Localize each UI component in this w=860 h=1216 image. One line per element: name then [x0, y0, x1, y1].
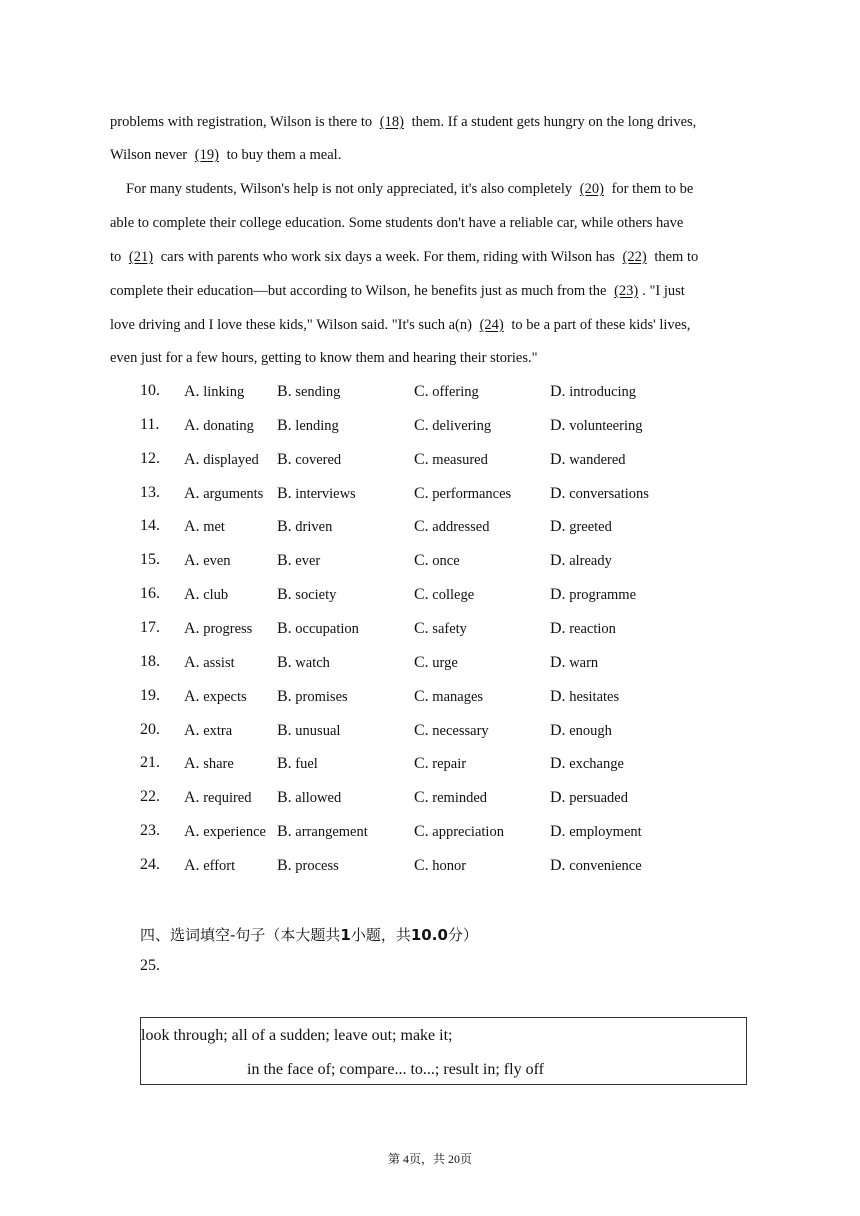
option-c: [414, 722, 489, 740]
option-text: persuaded: [569, 790, 628, 807]
option-letter: A.: [184, 653, 200, 671]
option-letter: A.: [184, 856, 200, 874]
option-letter: A.: [184, 789, 200, 807]
option-b: [277, 485, 356, 503]
option-d: [550, 722, 612, 740]
option-letter: D.: [550, 552, 566, 570]
option-letter: D.: [550, 856, 566, 874]
option-letter: C.: [414, 789, 429, 807]
option-c: [414, 620, 467, 638]
option-b: [277, 518, 332, 536]
option-letter: D.: [550, 518, 566, 536]
option-text: conversations: [569, 485, 649, 502]
option-letter: C.: [414, 619, 429, 637]
passage-line: For many students, Wilson's help is not only appreciated, it's also completely (20) for them to be: [126, 181, 694, 197]
option-text: required: [203, 790, 252, 807]
option-text: employment: [569, 824, 642, 841]
option-text: measured: [432, 451, 488, 468]
option-letter: C.: [414, 552, 429, 570]
option-text: greeted: [569, 519, 612, 536]
option-text: share: [203, 756, 234, 773]
question-row: [140, 654, 760, 676]
passage-line: able to complete their college education. Some students don't have a reliable car, while others have: [110, 215, 684, 231]
option-text: exchange: [569, 756, 624, 773]
option-letter: B.: [277, 552, 292, 570]
option-a: [184, 552, 231, 570]
option-letter: C.: [414, 653, 429, 671]
option-b: [277, 417, 339, 435]
option-c: [414, 755, 466, 773]
option-c: [414, 518, 489, 536]
option-letter: D.: [550, 450, 566, 468]
option-letter: B.: [277, 416, 292, 434]
option-letter: D.: [550, 755, 566, 773]
option-d: [550, 620, 616, 638]
option-text: manages: [432, 688, 484, 705]
option-letter: A.: [184, 721, 200, 739]
option-text: met: [203, 519, 225, 536]
option-c: [414, 688, 483, 706]
option-d: [550, 417, 642, 435]
option-letter: A.: [184, 518, 200, 536]
option-a: [184, 654, 235, 672]
option-c: [414, 654, 458, 672]
option-letter: C.: [414, 484, 429, 502]
option-c: [414, 451, 488, 469]
blank-18: (18): [379, 114, 404, 130]
option-letter: C.: [414, 687, 429, 705]
option-d: [550, 755, 624, 773]
option-d: [550, 586, 636, 604]
option-b: [277, 789, 341, 807]
option-letter: D.: [550, 789, 566, 807]
option-a: [184, 722, 232, 740]
option-text: necessary: [432, 722, 489, 739]
option-c: [414, 417, 491, 435]
option-a: [184, 485, 263, 503]
option-letter: B.: [277, 721, 292, 739]
option-a: [184, 620, 252, 638]
question-number: 24.: [140, 855, 160, 873]
option-d: [550, 857, 642, 875]
option-text: linking: [203, 384, 245, 400]
option-letter: B.: [277, 450, 292, 468]
option-letter: D.: [550, 721, 566, 739]
question-row: [140, 823, 760, 845]
option-d: [550, 688, 619, 706]
option-letter: A.: [184, 484, 200, 502]
option-text: volunteering: [569, 417, 643, 434]
option-letter: A.: [184, 619, 200, 637]
option-letter: C.: [414, 450, 429, 468]
question-number: 23.: [140, 822, 160, 840]
option-a: [184, 451, 259, 469]
word-box: [140, 1017, 747, 1085]
blank-20: (20): [579, 181, 604, 197]
option-a: [184, 383, 244, 401]
option-b: [277, 451, 341, 469]
blank-23: (23): [614, 283, 639, 299]
option-text: assist: [203, 654, 235, 671]
option-letter: A.: [184, 586, 200, 604]
question-row: [140, 789, 760, 811]
option-text: progress: [203, 620, 253, 637]
option-letter: D.: [550, 416, 566, 434]
option-letter: B.: [277, 755, 292, 773]
question-row: [140, 417, 760, 439]
option-text: process: [295, 857, 339, 874]
option-b: [277, 857, 339, 875]
option-letter: B.: [277, 484, 292, 502]
option-letter: B.: [277, 823, 292, 841]
blank-19: (19): [194, 147, 219, 163]
option-text: offering: [432, 384, 479, 400]
option-a: [184, 417, 254, 435]
option-text: covered: [295, 451, 342, 468]
option-d: [550, 789, 628, 807]
question-row: [140, 688, 760, 710]
option-text: already: [569, 553, 612, 570]
question-row: [140, 755, 760, 777]
question-number: 22.: [140, 788, 160, 806]
option-a: [184, 518, 225, 536]
option-text: convenience: [569, 857, 642, 874]
question-row: [140, 518, 760, 540]
option-letter: C.: [414, 755, 429, 773]
option-b: [277, 552, 320, 570]
question-row: [140, 485, 760, 507]
question-row: [140, 620, 760, 642]
option-letter: B.: [277, 687, 292, 705]
question-number: 18.: [140, 652, 160, 670]
question-row: [140, 451, 760, 473]
option-d: [550, 383, 636, 401]
option-letter: D.: [550, 687, 566, 705]
option-text: lending: [295, 417, 339, 434]
question-number: 16.: [140, 585, 160, 603]
passage-line: even just for a few hours, getting to know them and hearing their stories.": [110, 350, 538, 366]
option-text: displayed: [203, 451, 259, 468]
option-letter: C.: [414, 383, 429, 400]
option-text: reaction: [569, 620, 616, 637]
option-letter: C.: [414, 518, 429, 536]
option-text: watch: [295, 654, 330, 671]
option-letter: A.: [184, 416, 200, 434]
question-number: 21.: [140, 754, 160, 772]
option-b: [277, 383, 340, 401]
option-letter: C.: [414, 586, 429, 604]
option-text: honor: [432, 857, 467, 874]
option-letter: A.: [184, 687, 200, 705]
passage-line: problems with registration, Wilson is there to (18) them. If a student gets hungry on the long drives,: [110, 114, 697, 130]
option-letter: B.: [277, 383, 292, 400]
option-text: driven: [295, 519, 333, 536]
option-text: donating: [203, 417, 254, 434]
option-c: [414, 586, 474, 604]
option-a: [184, 586, 228, 604]
question-number: 13.: [140, 483, 160, 501]
option-letter: C.: [414, 721, 429, 739]
question-number: 15.: [140, 551, 160, 569]
option-a: [184, 789, 252, 807]
option-letter: B.: [277, 653, 292, 671]
option-c: [414, 789, 487, 807]
option-text: even: [203, 553, 231, 570]
option-letter: A.: [184, 450, 200, 468]
option-b: [277, 654, 330, 672]
option-text: enough: [569, 722, 612, 739]
option-letter: D.: [550, 383, 566, 400]
option-text: appreciation: [432, 824, 504, 841]
option-c: [414, 383, 479, 401]
option-letter: B.: [277, 586, 292, 604]
option-text: delivering: [432, 417, 492, 434]
option-text: urge: [432, 654, 458, 671]
question-number: 19.: [140, 686, 160, 704]
word-box-line: in the face of; compare... to...; result in; fly off: [247, 1061, 544, 1078]
option-d: [550, 654, 598, 672]
question-row: [140, 586, 760, 608]
option-text: extra: [203, 722, 233, 739]
question-number: 11.: [140, 415, 160, 433]
option-text: wandered: [569, 451, 626, 468]
option-b: [277, 755, 318, 773]
option-text: arrangement: [295, 824, 368, 841]
option-text: allowed: [295, 790, 342, 807]
option-text: arguments: [203, 485, 264, 502]
option-letter: A.: [184, 552, 200, 570]
option-text: once: [432, 553, 460, 570]
option-b: [277, 586, 336, 604]
option-c: [414, 485, 511, 503]
option-text: effort: [203, 857, 236, 874]
option-text: promises: [295, 688, 348, 705]
option-a: [184, 755, 234, 773]
question-number: 25.: [140, 957, 160, 974]
option-c: [414, 823, 504, 841]
option-b: [277, 620, 359, 638]
option-c: [414, 857, 466, 875]
blank-24: (24): [479, 317, 504, 333]
option-d: [550, 518, 612, 536]
option-letter: D.: [550, 619, 566, 637]
blank-21: (21): [128, 249, 154, 265]
option-letter: C.: [414, 823, 429, 841]
option-letter: B.: [277, 619, 292, 637]
option-text: ever: [295, 553, 321, 570]
passage-line: complete their education—but according to Wilson, he benefits just as much from the (23) . "I just: [110, 283, 685, 299]
option-text: fuel: [295, 756, 318, 773]
question-number: 14.: [140, 517, 160, 535]
option-letter: B.: [277, 856, 292, 874]
option-d: [550, 552, 612, 570]
question-row: [140, 857, 760, 879]
option-text: unusual: [295, 722, 341, 739]
option-letter: C.: [414, 856, 429, 874]
question-number: 17.: [140, 618, 160, 636]
question-number: 12.: [140, 449, 160, 467]
option-letter: C.: [414, 416, 429, 434]
option-letter: D.: [550, 823, 566, 841]
passage-line: to (21) cars with parents who work six days a week. For them, riding with Wilson has (22) them to: [110, 249, 699, 265]
option-text: expects: [203, 688, 247, 705]
option-text: society: [295, 587, 337, 604]
option-letter: D.: [550, 653, 566, 671]
option-letter: D.: [550, 484, 566, 502]
option-text: introducing: [569, 384, 637, 400]
blank-22: (22): [622, 249, 647, 265]
option-letter: D.: [550, 586, 566, 604]
option-letter: A.: [184, 755, 200, 773]
option-d: [550, 451, 626, 469]
question-number: 20.: [140, 720, 160, 738]
option-text: safety: [432, 620, 467, 637]
option-a: [184, 823, 266, 841]
option-letter: B.: [277, 789, 292, 807]
option-text: occupation: [295, 620, 359, 637]
option-text: addressed: [432, 519, 490, 536]
passage-line: love driving and I love these kids," Wilson said. "It's such a(n) (24) to be a part of these kids' lives,: [110, 317, 691, 333]
option-a: [184, 857, 235, 875]
option-a: [184, 688, 247, 706]
option-text: hesitates: [569, 688, 620, 705]
option-text: warn: [569, 654, 599, 671]
option-text: performances: [432, 485, 512, 502]
passage-line: Wilson never (19) to buy them a meal.: [110, 147, 342, 163]
option-text: club: [203, 587, 229, 604]
question-row: [140, 383, 760, 405]
option-text: repair: [432, 756, 467, 773]
option-text: programme: [569, 587, 637, 604]
question-row: [140, 722, 760, 744]
page-footer: 第 4页，共 20页: [387, 1152, 472, 1166]
question-row: [140, 552, 760, 574]
option-letter: A.: [184, 823, 200, 841]
word-box-line: look through; all of a sudden; leave out; make it;: [141, 1027, 453, 1044]
option-b: [277, 688, 348, 706]
option-b: [277, 823, 368, 841]
option-b: [277, 722, 340, 740]
option-text: interviews: [295, 485, 356, 502]
option-d: [550, 485, 649, 503]
option-letter: B.: [277, 518, 292, 536]
option-text: college: [432, 587, 475, 604]
option-text: experience: [203, 824, 266, 841]
section-heading: 四、选词填空-句子（本大题共1小题，共10.0分）: [140, 926, 478, 944]
option-c: [414, 552, 460, 570]
option-text: sending: [295, 384, 341, 400]
question-number: 10.: [140, 382, 160, 399]
option-d: [550, 823, 642, 841]
option-letter: A.: [184, 383, 200, 400]
option-text: reminded: [432, 790, 488, 807]
